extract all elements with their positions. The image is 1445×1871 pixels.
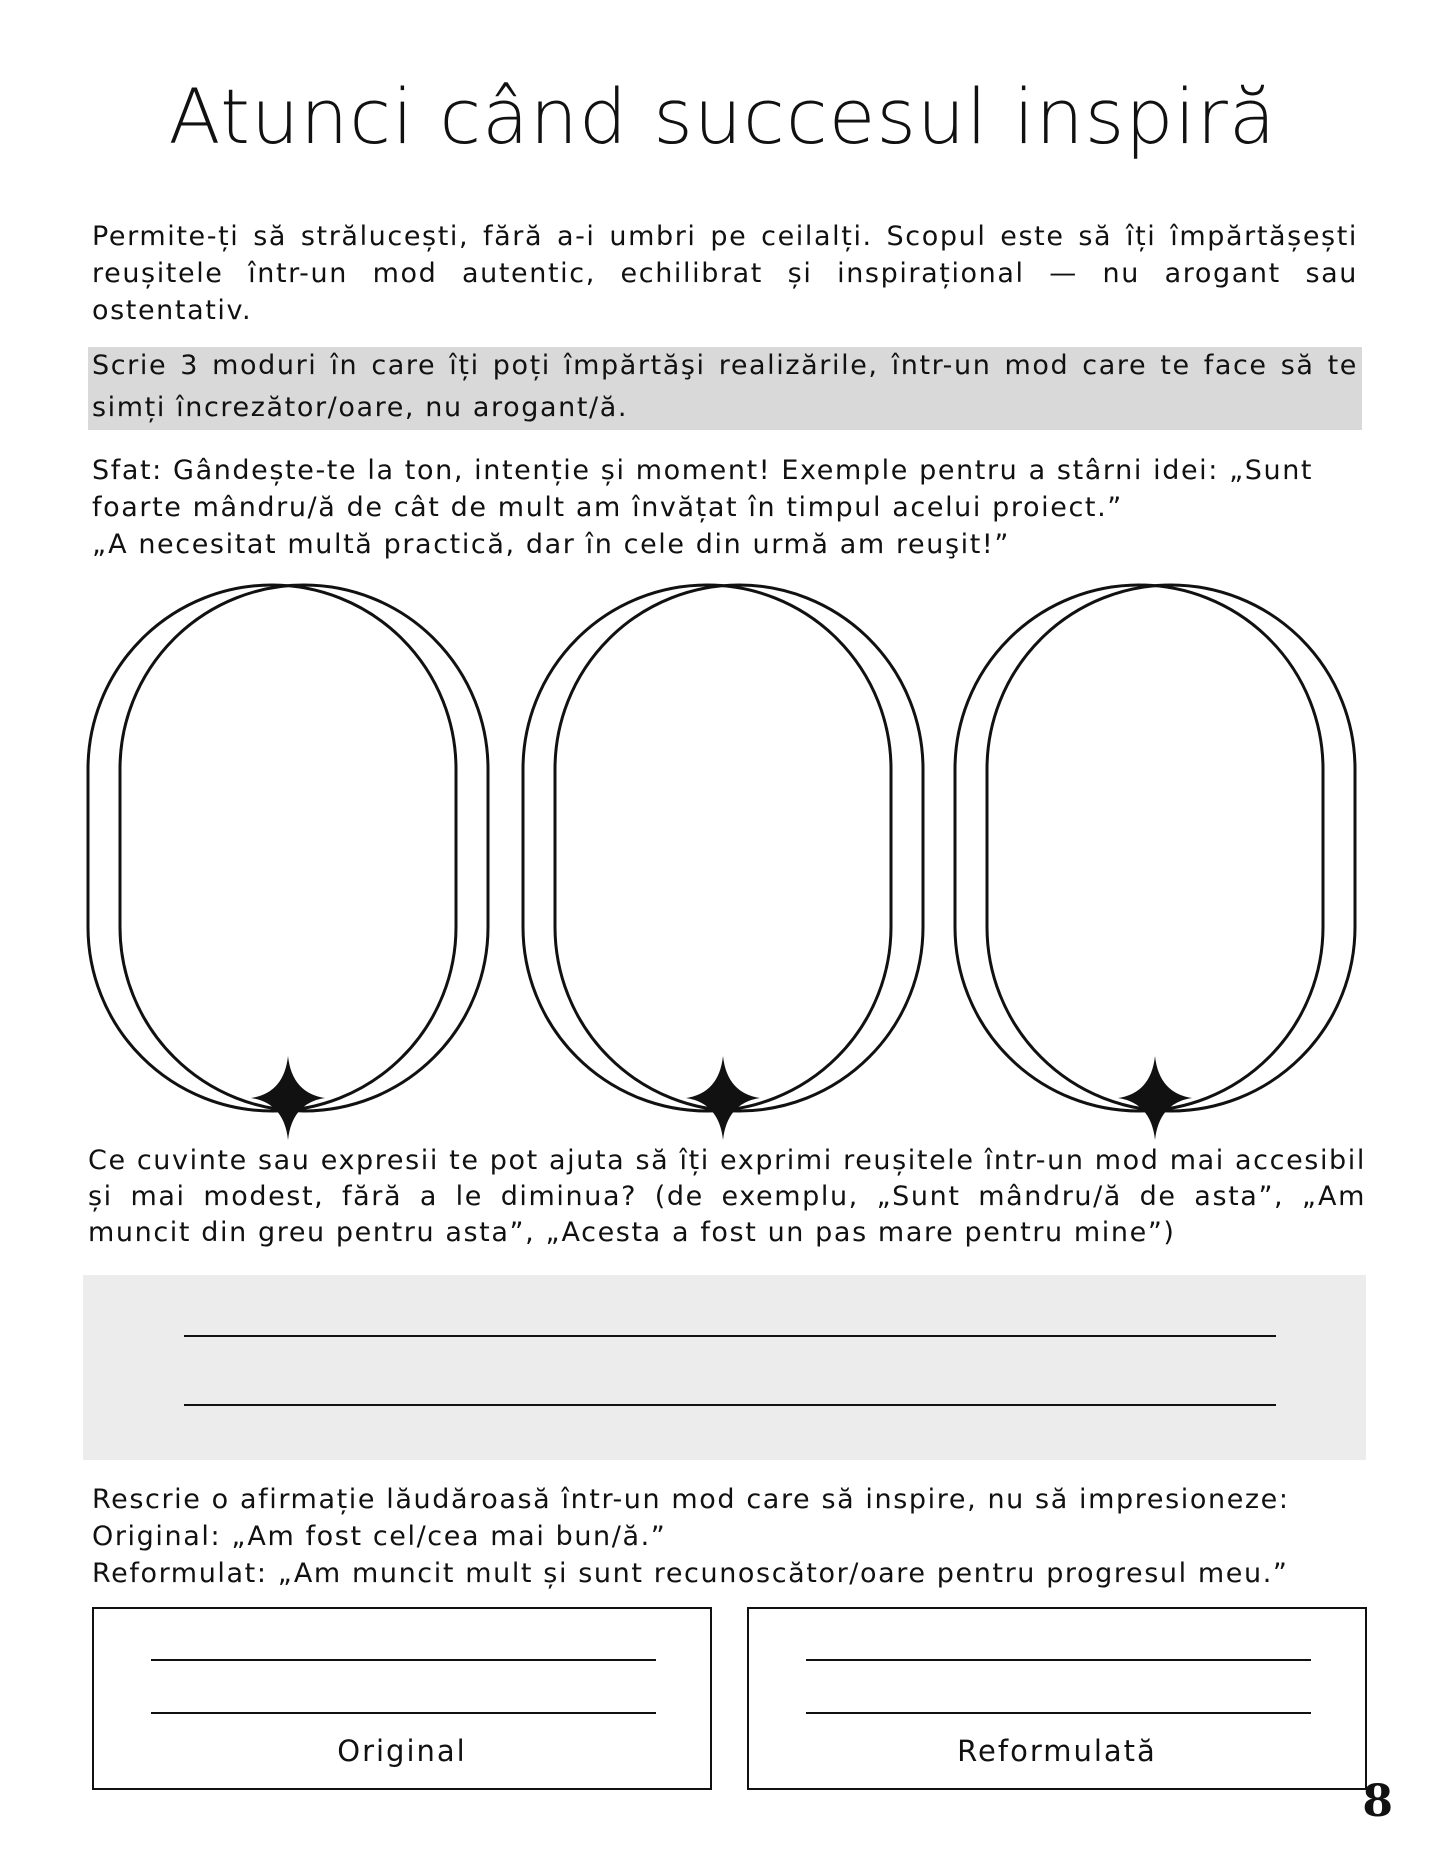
oval-frame-2[interactable]: [523, 585, 923, 1140]
answer-area: [83, 1275, 1366, 1460]
tip-line-2: „A necesitat multă practică, dar în cele din urmă am reuşit!”: [92, 529, 1010, 560]
rewrite-instruction: Rescrie o afirmație lăudăroasă într-un mod care să inspire, nu să impresioneze:: [92, 1484, 1290, 1515]
page-number: 8: [1362, 1776, 1393, 1827]
answer-line-1[interactable]: [184, 1335, 1276, 1337]
oval-frame-1[interactable]: [88, 585, 488, 1140]
tip-line-1: Sfat: Gândește-te la ton, intenție și moment! Exemple pentru a stârni idei: „Sunt foarte mândru/ă de cât de mult am învățat în timpul acelui proiect.”: [92, 455, 1314, 523]
question-text: Ce cuvinte sau expresii te pot ajuta să îți exprimi reușitele într-un mod mai accesibil și mai modest, fără a le diminua? (de exemplu, „Sunt mândru/ă de asta”, „Am muncit din greu pentru asta”, „Acesta a fost un pas mare pentru mine”): [88, 1145, 1366, 1248]
reformulated-label: Reformulată: [957, 1734, 1157, 1768]
rewrite-text: [92, 1481, 1382, 1592]
rewrite-original-example: Original: „Am fost cel/cea mai bun/ă.”: [92, 1521, 667, 1552]
prompt-text: Scrie 3 moduri în care îți poți împărtăşi realizările, într-un mod care te face să te simți încrezător/oare, nu arogant/ă.: [92, 350, 1358, 423]
answer-line-2[interactable]: [184, 1404, 1276, 1406]
sparkle-icon: [251, 1056, 325, 1140]
original-line-2[interactable]: [151, 1712, 656, 1714]
original-label: Original: [337, 1734, 467, 1768]
sparkle-icon: [1118, 1056, 1192, 1140]
intro-text: Permite-ți să strălucești, fără a-i umbri pe ceilalți. Scopul este să îți împărtășești reușitele într-un mod autentic, echilibrat și inspirațional — nu arogant sau ostentativ.: [92, 221, 1358, 326]
reformulated-line-1[interactable]: [806, 1659, 1311, 1661]
original-box[interactable]: [92, 1607, 712, 1790]
original-line-1[interactable]: [151, 1659, 656, 1661]
rewrite-reformulated-example: Reformulat: „Am muncit mult și sunt recunoscător/oare pentru progresul meu.”: [92, 1558, 1289, 1589]
page-title: Atunci când succesul inspiră: [168, 72, 1277, 161]
reformulated-box[interactable]: [747, 1607, 1367, 1790]
oval-frame-3[interactable]: [955, 585, 1355, 1140]
sparkle-icon: [686, 1056, 760, 1140]
reformulated-line-2[interactable]: [806, 1712, 1311, 1714]
